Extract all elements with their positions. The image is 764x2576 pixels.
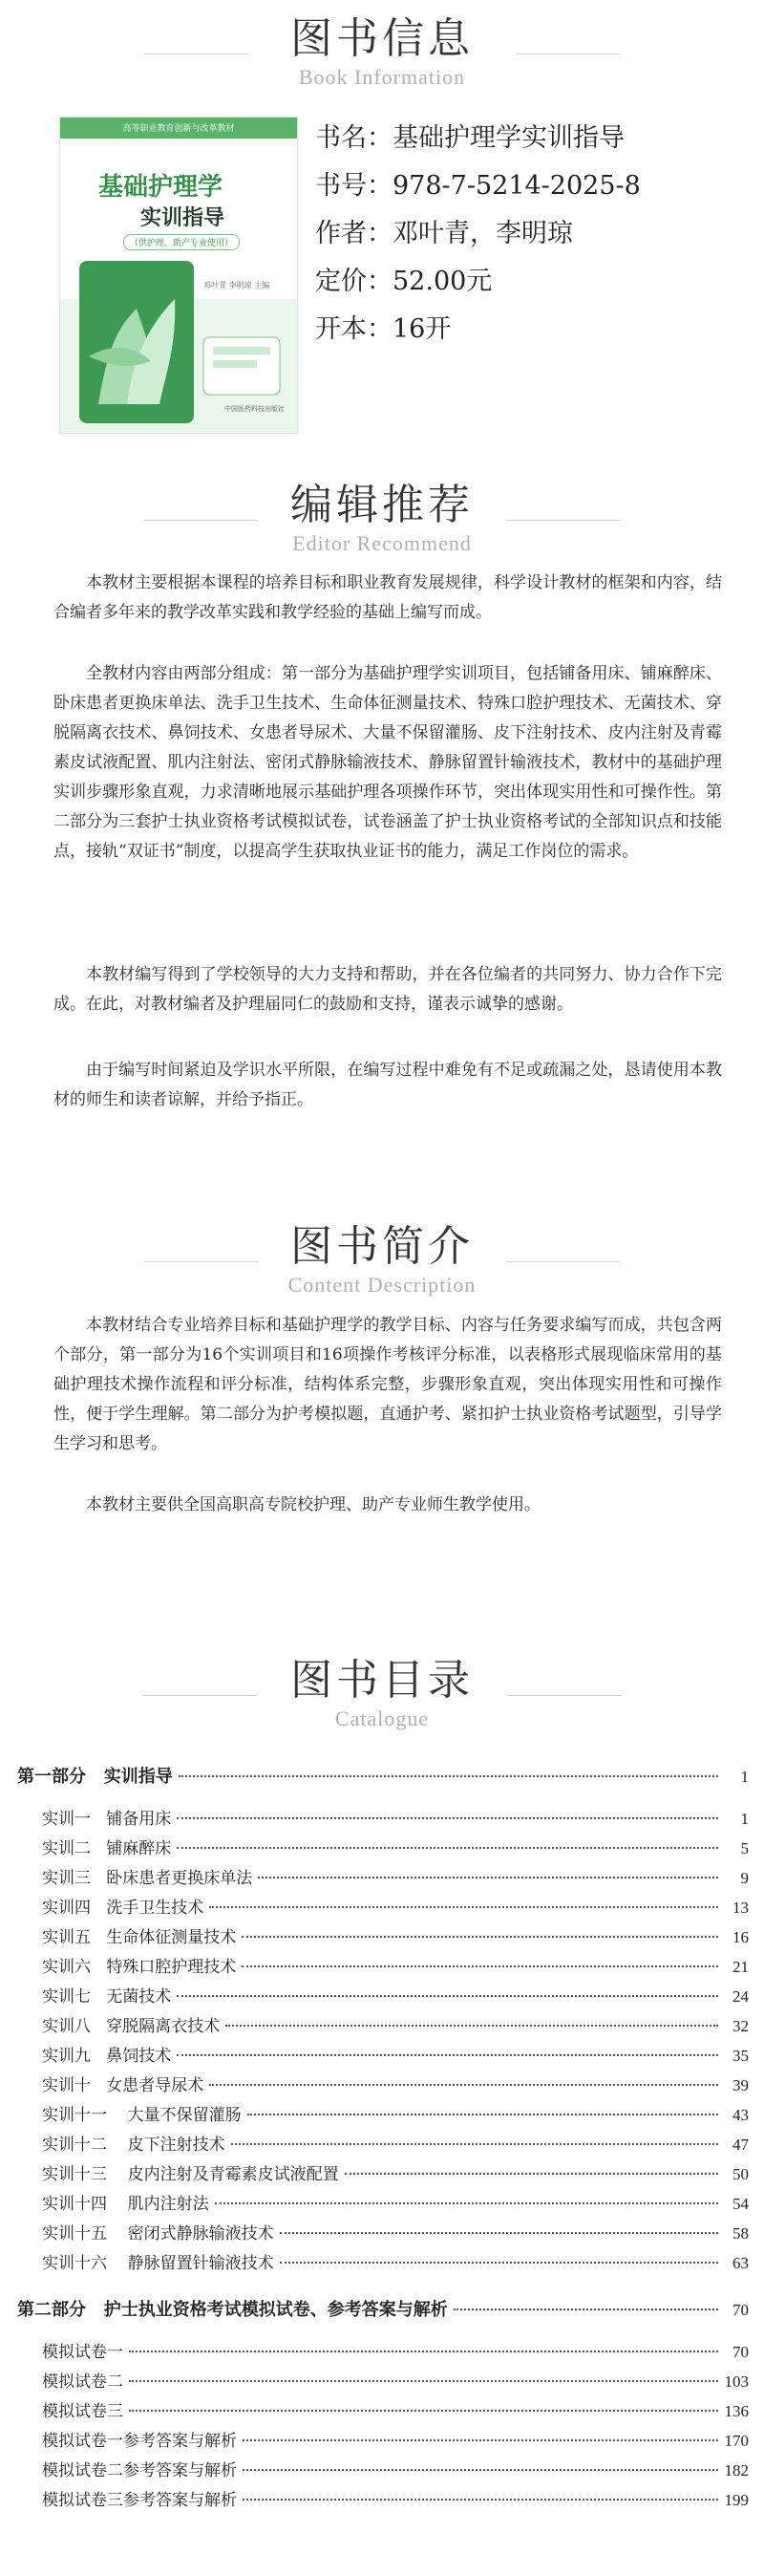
toc-page-number: 1 [740, 1810, 749, 1828]
toc-entry-row [42, 2220, 749, 2243]
toc-entry-row [42, 2249, 749, 2273]
toc-label: 实训十五 密闭式静脉输液技术 [42, 2224, 274, 2243]
toc-page-number: 199 [724, 2491, 749, 2509]
toc-page-number: 24 [732, 1987, 749, 2006]
toc-leader-dots [242, 1936, 718, 1938]
toc-leader-dots [258, 1877, 718, 1878]
toc-entry-row [42, 2486, 749, 2510]
toc-leader-dots [280, 2262, 718, 2264]
toc-leader-dots [209, 2084, 718, 2086]
toc-page-number: 170 [724, 2432, 749, 2450]
toc-label: 模拟试卷二 [42, 2372, 123, 2392]
format-field: 开本：16开 [315, 314, 452, 344]
table-of-contents [17, 0, 749, 2576]
toc-label: 模拟试卷二参考答案与解析 [42, 2461, 237, 2480]
toc-leader-dots [209, 1906, 718, 1908]
toc-entry-row [42, 1953, 749, 1977]
toc-entry-row [42, 1983, 749, 2007]
toc-page-number: 43 [732, 2106, 749, 2124]
section-title: 图书信息 [290, 14, 474, 63]
toc-page-number: 58 [732, 2224, 749, 2243]
toc-entry-row [42, 2160, 749, 2184]
toc-leader-dots [177, 1847, 718, 1849]
editor-paragraph: 本教材主要根据本课程的培养目标和职业教育发展规律，科学设计教材的框架和内容，结合编者多年来的教学改革实践和教学经验的基础上编写而成。 [53, 573, 722, 622]
section-subtitle: Editor Recommend [292, 531, 472, 555]
toc-label: 实训二 铺麻醉床 [42, 1839, 172, 1858]
toc-label: 实训十三 皮内注射及青霉素皮试液配置 [42, 2165, 339, 2184]
toc-entry-row [42, 2457, 749, 2480]
toc-entry-row [42, 2397, 749, 2421]
toc-entry-row [42, 1923, 749, 1947]
cover-subtitle: （供护理、助产专业使用） [123, 234, 240, 250]
toc-leader-dots [129, 2380, 718, 2382]
toc-entry-row [42, 2338, 749, 2362]
toc-label: 实训五 生命体征测量技术 [42, 1928, 237, 1947]
toc-label: 实训四 洗手卫生技术 [42, 1899, 204, 1918]
toc-label: 实训七 无菌技术 [42, 1987, 172, 2007]
toc-leader-dots [129, 2351, 718, 2352]
price-field: 定价：52.00元 [315, 267, 493, 296]
toc-page-number: 103 [724, 2372, 749, 2391]
toc-leader-dots [243, 2499, 718, 2501]
toc-label: 模拟试卷一参考答案与解析 [42, 2432, 237, 2451]
content-paragraph: 本教材结合专业培养目标和基础护理学的教学目标、内容与任务要求编写而成，共包含两个部分，第一部分为16个实训项目和16项操作考核评分标准，以表格形式展现临床常用的基础护理技术操作流程和评分标准，结构体系完整，步骤形象直观，突出体现实用性和可操作性，便于学生理解。第二部分为护考模拟题，直通护考、紧扣护士执业资格考试题型，引导学生学习和思考。 [53, 1316, 722, 1453]
editor-paragraph: 由于编写时间紧迫及学识水平所限，在编写过程中难免有不足或疏漏之处，恳请使用本教材的师生和读者谅解，并给予指正。 [53, 1061, 722, 1109]
toc-entry-row [42, 2042, 749, 2066]
toc-leader-dots [225, 2025, 718, 2027]
toc-leader-dots [177, 1995, 718, 1997]
section-title: 编辑推荐 [290, 481, 474, 529]
toc-label: 模拟试卷三参考答案与解析 [42, 2491, 237, 2510]
editor-paragraph: 本教材编写得到了学校领导的大力支持和帮助，并在各位编者的共同努力、协力合作下完成。在此，对教材编者及护理届同仁的鼓励和支持，谨表示诚挚的感谢。 [53, 965, 722, 1014]
toc-part-row [17, 1763, 749, 1788]
toc-page-number: 70 [732, 2343, 749, 2361]
toc-page-number: 70 [732, 2301, 749, 2319]
cover-publisher: 中国医药科技出版社 [224, 405, 285, 413]
toc-page-number: 32 [732, 2017, 749, 2035]
toc-entry-row [42, 2101, 749, 2125]
toc-page-number: 21 [732, 1958, 749, 1976]
toc-leader-dots [215, 2202, 718, 2204]
toc-leader-dots [345, 2173, 718, 2175]
toc-label: 实训十四 肌内注射法 [42, 2195, 209, 2214]
editor-paragraph: 全教材内容由两部分组成：第一部分为基础护理学实训项目，包括铺备用床、铺麻醉床、卧床患者更换床单法、洗手卫生技术、生命体征测量技术、特殊口腔护理技术、无菌技术、穿脱隔离衣技术、鼻饲技术、女患者导尿术、大量不保留灌肠、皮下注射技术、皮内注射及青霉素皮试液配置、肌内注射法、密闭式静脉输液技术、静脉留置针输液技术，教材中的基础护理实训步骤形象直观，力求清晰地展示基础护理各项操作环节，突出体现实用性和可操作性。第二部分为三套护士执业资格考试模拟试卷，试卷涵盖了护士执业资格考试的全部知识点和技能点，接轨“双证书”制度，以提高学生获取执业证书的能力，满足工作岗位的需求。 [53, 664, 722, 861]
content-paragraph: 本教材主要供全国高职高专院校护理、助产专业师生教学使用。 [86, 1495, 541, 1514]
toc-label: 实训三 卧床患者更换床单法 [42, 1869, 253, 1888]
toc-leader-dots [129, 2410, 718, 2412]
toc-page-number: 50 [732, 2165, 749, 2183]
toc-entry-row [42, 2131, 749, 2155]
toc-page-number: 63 [732, 2254, 749, 2272]
section-subtitle: Content Description [287, 1273, 477, 1297]
toc-label: 实训八 穿脱隔离衣技术 [42, 2017, 221, 2036]
toc-entry-row [42, 1864, 749, 1888]
toc-page-number: 16 [732, 1928, 749, 1946]
toc-entry-row [42, 1805, 749, 1829]
toc-label: 第一部分 实训指导 [17, 1767, 173, 1787]
toc-leader-dots [177, 1817, 718, 1819]
toc-page-number: 1 [740, 1768, 749, 1786]
toc-entry-row [42, 2190, 749, 2214]
toc-label: 实训十一 大量不保留灌肠 [42, 2106, 242, 2125]
toc-leader-dots [247, 2114, 718, 2115]
cover-authors: 邓叶青 李明琼 主编 [203, 281, 270, 290]
toc-entry-row [42, 1894, 749, 1918]
toc-label: 实训十 女患者导尿术 [42, 2076, 204, 2095]
toc-page-number: 39 [732, 2076, 749, 2094]
author-field: 作者：邓叶青，李明琼 [315, 219, 573, 248]
section-title: 图书目录 [290, 1656, 474, 1705]
toc-label: 第二部分 护士执业资格考试模拟试卷、参考答案与解析 [17, 2300, 448, 2320]
toc-entry-row [42, 2427, 749, 2451]
toc-leader-dots [231, 2143, 718, 2145]
toc-entry-row [42, 2072, 749, 2095]
section-subtitle: Catalogue [334, 1707, 430, 1730]
cover-title-line2: 实训指导 [140, 206, 225, 230]
toc-label: 实训十二 皮下注射技术 [42, 2136, 225, 2155]
toc-entry-row [42, 1835, 749, 1858]
toc-leader-dots [243, 2469, 718, 2471]
toc-leader-dots [243, 2439, 718, 2441]
toc-leader-dots [280, 2232, 718, 2234]
toc-page-number: 47 [732, 2136, 749, 2154]
toc-label: 实训六 特殊口腔护理技术 [42, 1958, 237, 1977]
toc-label: 模拟试卷三 [42, 2402, 123, 2421]
toc-part-row [17, 2296, 749, 2321]
toc-page-number: 9 [740, 1869, 749, 1887]
toc-page-number: 54 [732, 2195, 749, 2213]
toc-leader-dots [179, 1775, 718, 1777]
toc-leader-dots [454, 2308, 718, 2310]
toc-leader-dots [242, 1965, 718, 1967]
toc-page-number: 182 [724, 2461, 749, 2479]
toc-label: 模拟试卷一 [42, 2343, 123, 2362]
toc-entry-row [42, 2012, 749, 2036]
cover-series: 高等职业教育创新与改革教材 [122, 124, 235, 134]
section-subtitle: Book Information [298, 65, 466, 89]
toc-page-number: 35 [732, 2047, 749, 2065]
toc-label: 实训十六 静脉留置针输液技术 [42, 2254, 274, 2273]
book-title-field: 书名：基础护理学实训指导 [315, 123, 625, 153]
section-title: 图书简介 [290, 1222, 474, 1271]
toc-label: 实训一 铺备用床 [42, 1810, 172, 1829]
toc-leader-dots [177, 2054, 718, 2056]
toc-label: 实训九 鼻饲技术 [42, 2047, 172, 2066]
isbn-field: 书号：978-7-5214-2025-8 [315, 171, 641, 201]
toc-page-number: 136 [724, 2402, 749, 2420]
toc-page-number: 13 [732, 1899, 749, 1917]
toc-entry-row [42, 2368, 749, 2392]
cover-title: 基础护理学 [98, 173, 223, 202]
toc-page-number: 5 [740, 1839, 749, 1857]
